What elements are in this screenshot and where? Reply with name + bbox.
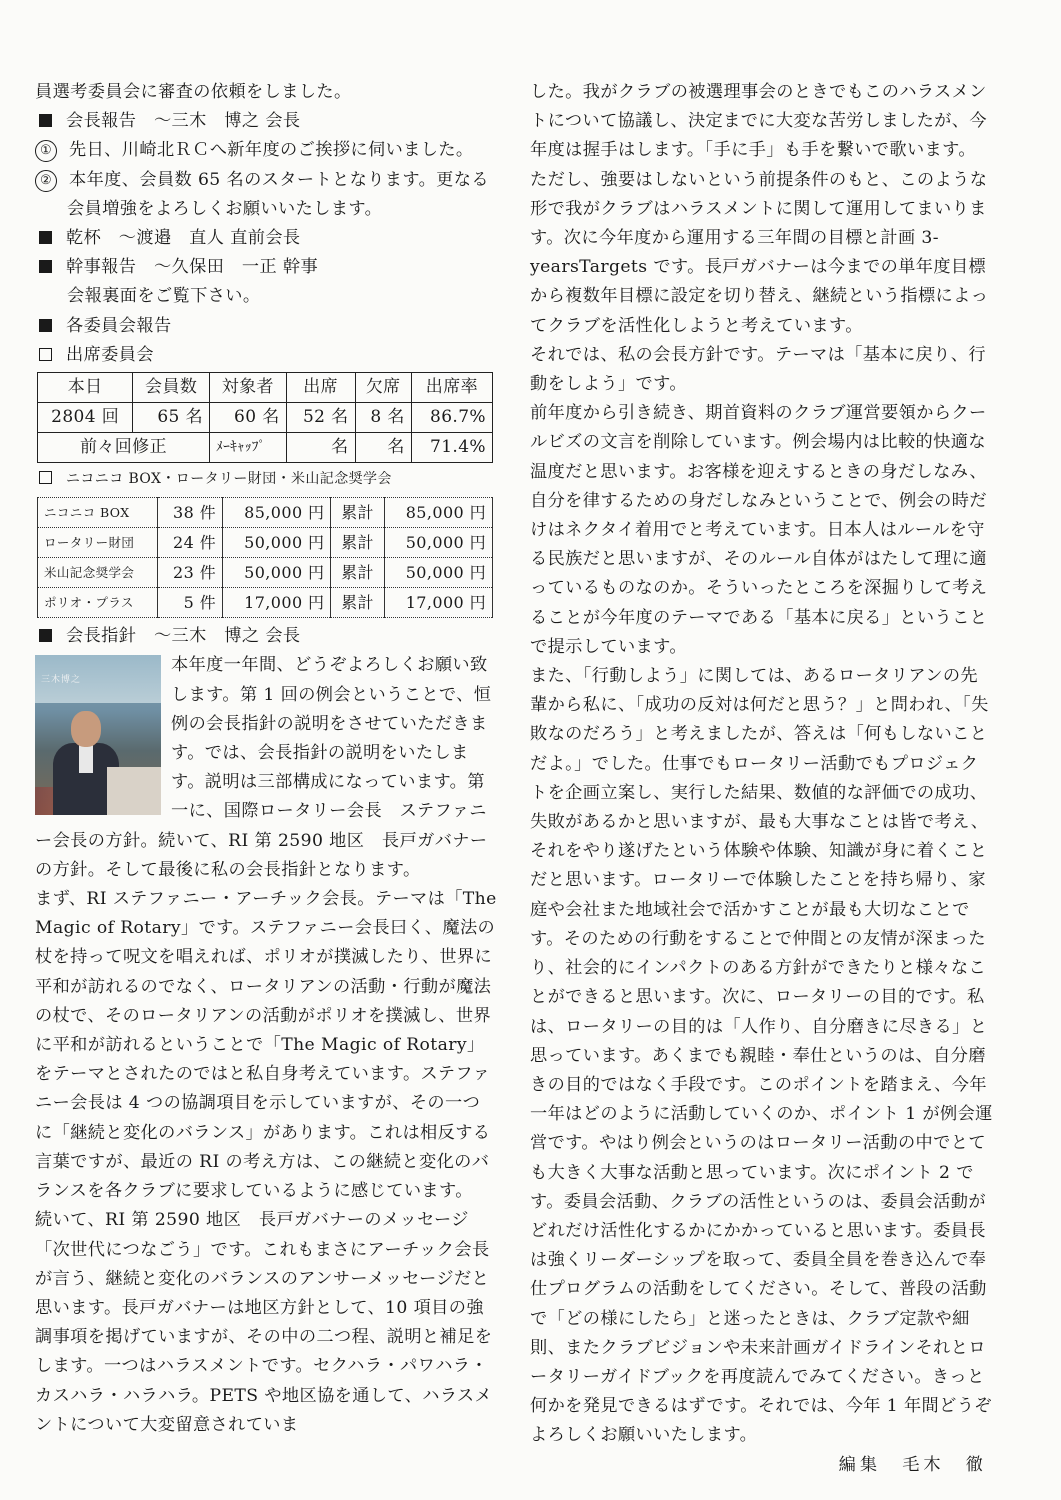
- list-item: ① 先日、川崎北ＲＣへ新年度のご挨拶に伺いました。: [35, 136, 497, 165]
- table-cell: 60 名: [209, 403, 286, 433]
- table-cell: 8 名: [355, 403, 411, 433]
- paragraph-stephanie: まず、RI ステファニー・アーチック会長。テーマは「The Magic of Rotary」です。ステファニー会長曰く、魔法の杖を持って呪文を唱えれば、ポリオが撲滅したり、世界に平和が訪れるのでなく、ロータリアンの活動・行動が魔法の杖で、そのロータリアンの活動がポリオを撲滅し、世界に平和が訪れるということで「The Magic of Rotary」をテーマとされたのではと私自身考えています。ステファニー会長は 4 つの協調項目を示していますが、その一つに「継続と変化のバランス」があります。これは相反する言葉ですが、最近の RI の考え方は、この継続と変化のバランスを各クラブに要求しているように感じています。: [35, 889, 497, 1202]
- attendance-heading: 出席委員会: [35, 341, 497, 370]
- table-cell: 前々回修正: [38, 433, 210, 463]
- right-column: [530, 78, 993, 1480]
- table-cell: 85,000 円: [384, 498, 492, 528]
- table-cell: 50,000 円: [384, 528, 492, 558]
- table-cell: ポリオ・プラス: [38, 588, 158, 618]
- table-header: 欠席: [355, 373, 411, 403]
- table-header: 出席率: [411, 373, 492, 403]
- table-cell: 累計: [331, 498, 384, 528]
- circled-number: ②: [35, 170, 57, 192]
- table-row: [38, 588, 493, 618]
- table-cell: 累計: [331, 588, 384, 618]
- white-square-icon: [39, 348, 52, 361]
- left-column: [35, 78, 497, 1440]
- table-cell: 71.4%: [411, 433, 492, 463]
- list-item: ② 本年度、会員数 65 名のスタートとなります。更なる会員増強をよろしくお願いいたします。: [35, 166, 497, 224]
- table-header: 本日: [38, 373, 133, 403]
- speaker-head: [71, 711, 101, 747]
- table-row: [38, 403, 493, 433]
- table-cell: 17,000 円: [384, 588, 492, 618]
- black-square-icon: [39, 319, 52, 332]
- paragraph-continuation: 員選考委員会に審査の依頼をしました。: [35, 82, 352, 102]
- circled-number: ①: [35, 140, 57, 162]
- table-header: 出席: [286, 373, 355, 403]
- table-cell: 米山記念奨学会: [38, 558, 158, 588]
- policy-section: [35, 651, 497, 885]
- table-cell: 23 件: [157, 558, 222, 588]
- secretary-text: 会報裏面をご覧下さい。: [67, 286, 261, 307]
- table-header-row: [38, 373, 493, 403]
- table-cell: 50,000 円: [384, 558, 492, 588]
- paragraph-governor: 続いて、RI 第 2590 地区 長戸ガバナーのメッセージ「次世代につなごう」です。これもまさにアーチック会長が言う、継続と変化のバランスのアンサーメッセージだと思います。長戸ガバナーは地区方針として、10 項目の強調事項を掲げていますが、その中の二つ程、説明と補足をします。一つはハラスメントです。セクハラ・パワハラ・カスハラ・ハラハラ。PETS や地区協を通して、ハラスメントについて大変留意されていま: [35, 1210, 493, 1435]
- table-cell: ﾒｰｷｬｯﾌﾟ: [209, 433, 286, 463]
- table-cell: 50,000 円: [223, 558, 331, 588]
- table-row: [38, 558, 493, 588]
- table-cell: 累計: [331, 528, 384, 558]
- donations-heading: ニコニコ BOX・ロータリー財団・米山記念奨学会: [35, 465, 497, 494]
- black-square-icon: [39, 231, 52, 244]
- paragraph-action: また、「行動しよう」に関しては、あるロータリアンの先輩から私に、「成功の反対は何だと思う？」と問われ、「失敗なのだろう」と考えましたが、答えは「何もしないことだよ。」でした。仕事でもロータリー活動でもプロジェクトを企画立案し、実行した結果、数値的な評価での成功、失敗があるかと思いますが、最も大事なことは皆で考え、それをやり遂げたという体験や体験、知識が身に着くことだと思います。ロータリーで体験したことを持ち帰り、家庭や会社また地域社会で活かすことが最も大切なことです。そのための行動をすることで仲間との友情が深まったり、社会的にインパクトのある方針ができたりと様々なことができると思います。次に、ロータリーの目的です。私は、ロータリーの目的は「人作り、自分磨きに尽きる」と思っています。あくまでも親睦・奉仕というのは、自分磨きの目的ではなく手段です。このポイントを踏まえ、今年一年はどのように活動していくのか、ポイント 1 が例会運営です。やはり例会というのはロータリー活動の中でとても大きく大事な活動と思っています。次にポイント 2 です。委員会活動、クラブの活性というのは、委員会活動がどれだけ活性化するかにかかっていると思います。委員長は強くリーダーシップを取って、委員全員を巻き込んで奉仕プログラムの活動をしてください。そして、普段の活動で「どの様にしたら」と迷ったときは、クラブ定款や細則、またクラブビジョンや未来計画ガイドラインそれとロータリーガイドブックを再度読んでみてください。きっと何かを発見できるはずです。それでは、今年 1 年間どうぞよろしくお願いいたします。: [530, 666, 993, 1446]
- table-cell: 名: [355, 433, 411, 463]
- editor-signature: 編集 毛木 徹: [838, 1454, 987, 1475]
- table-cell: ロータリー財団: [38, 528, 158, 558]
- table-cell: 65 名: [133, 403, 210, 433]
- attendance-table: [37, 372, 493, 463]
- president-report-heading: 会長報告 ～三木 博之 会長: [35, 107, 497, 136]
- table-cell: 2804 回: [38, 403, 133, 433]
- table-row: [38, 498, 493, 528]
- table-cell: 85,000 円: [223, 498, 331, 528]
- table-cell: ニコニコ BOX: [38, 498, 158, 528]
- table-cell: 5 件: [157, 588, 222, 618]
- black-square-icon: [39, 629, 52, 642]
- table-row: [38, 528, 493, 558]
- table-cell: 86.7%: [411, 403, 492, 433]
- photo-caption: 三木博之: [41, 675, 82, 686]
- policy-intro: 本年度一年間、どうぞよろしくお願い致します。第 1 回の例会ということで、恒例の会長指針の説明をさせていただきます。では、会長指針の説明をいたします。説明は三部構成になっています。第一に、国際ロータリー会長 ステファニー会長の方針。続いて、RI 第 2590 地区 長戸ガバナーの方針。そして最後に私の会長指針となります。: [35, 655, 492, 880]
- table-row: [38, 433, 493, 463]
- policy-heading: 会長指針 ～三木 博之 会長: [35, 622, 497, 651]
- black-square-icon: [39, 114, 52, 127]
- table-cell: 24 件: [157, 528, 222, 558]
- paragraph-coolbiz: 前年度から引き続き、期首資料のクラブ運営要領からクールビズの文言を削除しています。例会場内は比較的快適な温度だと思います。お客様を迎えするときの身だしなみ、自分を律するための身だしなみということで、例会の時だけはネクタイ着用でと考えています。日本人はルールを守る民族だと思いますが、そのルール自体がはたして理に適っているものなのか。そういったところを深掘りして考えることが今年度のテーマである「基本に戻る」ということで提示しています。: [530, 403, 988, 657]
- paragraph-theme: それでは、私の会長方針です。テーマは「基本に戻り、行動をしよう」です。: [530, 344, 986, 395]
- speaker-shirt: [79, 743, 93, 773]
- president-photo: [35, 655, 161, 815]
- table-cell: 17,000 円: [223, 588, 331, 618]
- table-cell: 名: [286, 433, 355, 463]
- white-square-icon: [39, 471, 52, 484]
- secretary-heading: 幹事報告 ～久保田 一正 幹事: [35, 253, 497, 282]
- table-cell: 50,000 円: [223, 528, 331, 558]
- table-cell: 38 件: [157, 498, 222, 528]
- table-cell: 累計: [331, 558, 384, 588]
- table-header: 対象者: [209, 373, 286, 403]
- committee-heading: 各委員会報告: [35, 312, 497, 341]
- donations-table: [37, 497, 493, 618]
- table-header: 会員数: [133, 373, 210, 403]
- paragraph-harassment: した。我がクラブの被選理事会のときでもこのハラスメントについて協議し、決定までに大変な苦労しましたが、今年度は握手はします。「手に手」も手を繋いで歌います。ただし、強要はしないという前提条件のもと、このような形で我がクラブはハラスメントに関して運用してまいります。次に今年度から運用する三年間の目標と計画 3-yearsTargets です。長戸ガバナーは今までの単年度目標から複数年目標に設定を切り替え、継続という指標によってクラブを活性化しようと考えています。: [530, 82, 989, 336]
- table-cell: 52 名: [286, 403, 355, 433]
- toast-heading: 乾杯 ～渡邉 直人 直前会長: [35, 224, 497, 253]
- podium: [107, 767, 161, 815]
- black-square-icon: [39, 260, 52, 273]
